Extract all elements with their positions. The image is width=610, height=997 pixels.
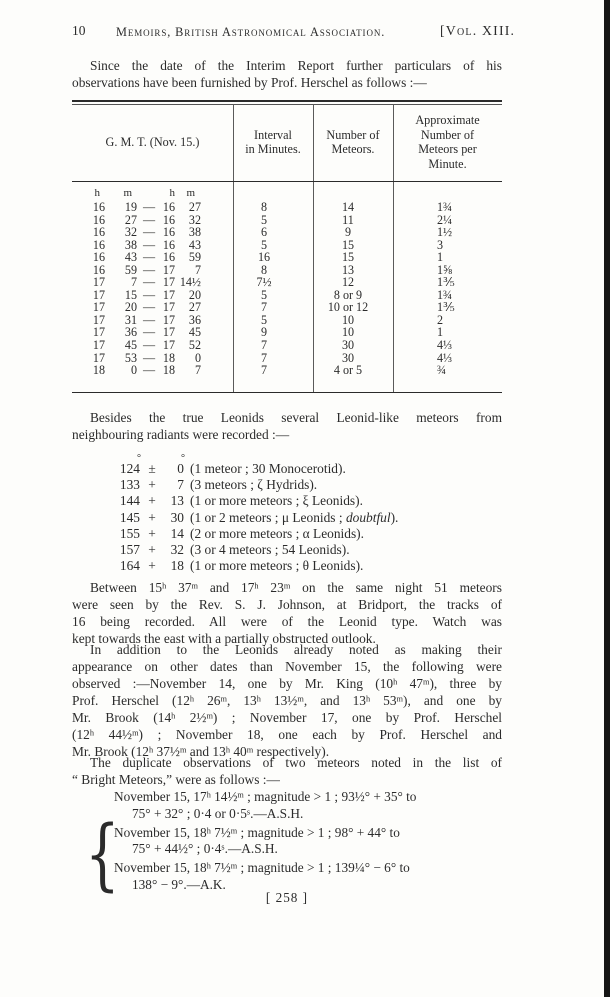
gmt-start-hour: 17: [92, 338, 105, 353]
gmt-start-minute: 0: [130, 363, 137, 378]
radiant-sign: +: [148, 542, 156, 558]
radiant-line: [106, 453, 398, 477]
gmt-range-dash: —: [142, 212, 156, 227]
gmt-end-minute: 0: [194, 350, 201, 365]
radiant-sign: ±: [148, 461, 156, 476]
radiant-ra: 145: [119, 509, 140, 525]
gmt-start-hour: 16: [92, 237, 105, 252]
gmt-end-hour: 16: [162, 237, 175, 252]
page-number: 10: [72, 23, 86, 38]
radiant-note: (3 or 4 meteors ; 54 Leonids).: [190, 542, 350, 558]
unit-m: m: [123, 187, 132, 199]
meteor-count: 11: [342, 212, 354, 227]
radiant-note: (1 or more meteors ; ξ Leonids).: [190, 493, 363, 509]
text-line: Mr. Brook (14$^h$ 2½$^m$) ; November 17, one by Prof. Herschel: [72, 710, 502, 725]
gmt-end-hour: 17: [162, 275, 175, 290]
text-line: Between 15$^h$ 37$^m$ and 17$^h$ 23$^m$ on the same night 51 meteors: [90, 580, 502, 595]
unit-m: m: [186, 187, 195, 199]
radiant-note: (3 meteors ; ζ Hydrids).: [190, 477, 318, 493]
unit-h: h: [94, 187, 100, 199]
gmt-start-hour: 16: [92, 200, 105, 214]
radiant-note: (1 or 2 meteors ; μ Leonids ; doubtful).: [190, 509, 399, 525]
table-row: [72, 226, 502, 239]
meteors-per-minute: 3: [437, 237, 444, 252]
gmt-range-dash: —: [142, 300, 156, 315]
meteor-count: 9: [344, 225, 352, 240]
table-row: [72, 276, 502, 289]
meteor-count: 4 or 5: [333, 363, 363, 378]
text-line: In addition to the Leonids already noted as making their: [90, 642, 502, 657]
volume-label: [Vol. XIII.: [440, 23, 516, 38]
entry-line: 138° − 9°.—A.K.: [132, 876, 226, 892]
gmt-start-minute: 45: [124, 338, 137, 353]
interval-minutes: 8: [260, 262, 268, 277]
gmt-end-hour: 16: [162, 250, 175, 265]
meteor-count: 13: [341, 262, 355, 277]
meteor-count: 15: [341, 237, 355, 252]
gmt-end-hour: 18: [162, 350, 175, 365]
interval-minutes: 8: [260, 200, 268, 214]
bright-meteor-entry: [114, 860, 514, 893]
text-line: Interval: [254, 127, 292, 142]
unit-row: [72, 188, 201, 199]
meteors-per-minute: 4⅓: [437, 338, 453, 353]
text-line: “ Bright Meteors,” were as follows :—: [72, 772, 280, 787]
radiant-line: [106, 510, 398, 526]
gmt-end-minute: 20: [188, 287, 201, 302]
entry-line: 75° + 44½° ; $0\cdot 4^s.—A.S.H$.: [132, 841, 278, 857]
interval-minutes: 7: [260, 350, 268, 365]
table-row: [72, 339, 502, 352]
entry-line: November 15, 17$^h$ 14½$^m$ ; magnitude > 1 ; 93½° + 35° to: [114, 789, 417, 804]
radiant-line: [106, 558, 398, 574]
gmt-start-hour: 16: [92, 212, 105, 227]
radiant-note: (2 or more meteors ; α Leonids).: [190, 525, 364, 541]
gmt-start-hour: 17: [92, 325, 105, 340]
meteor-count: 14: [341, 200, 355, 214]
gmt-start-minute: 20: [124, 300, 137, 315]
interval-minutes: 7: [260, 300, 268, 315]
text-line: G. M. T. (Nov. 15.): [105, 134, 200, 149]
radiant-sign: +: [148, 509, 156, 525]
text-line: Number of: [326, 127, 380, 142]
gmt-start-minute: 31: [124, 312, 137, 327]
paragraph-johnson: [72, 579, 502, 647]
interval-minutes: 5: [260, 212, 268, 227]
gmt-end-hour: 17: [162, 262, 175, 277]
text-line: Minute.: [428, 156, 467, 171]
interval-minutes: 7½: [256, 275, 272, 290]
interval-minutes: 5: [260, 312, 268, 327]
bright-meteor-entry: [114, 789, 514, 822]
text-line: Mr. Brook (12$^h$ 37½$^m$ and 13$^h$ 40$^m$ respectively).: [72, 744, 330, 759]
unit-gap: [137, 188, 161, 199]
text-line: Meteors.: [331, 142, 375, 156]
meteors-per-minute: 1½: [437, 225, 453, 240]
gmt-end-hour: 16: [162, 200, 175, 214]
entry-line: November 15, 18$^h$ 7½$^m$ ; magnitude > 1 ; 98° + 44° to: [114, 824, 400, 840]
meteor-observation-table: [72, 100, 502, 394]
gmt-end-minute: 27: [188, 200, 201, 214]
gmt-end-hour: 16: [162, 225, 175, 240]
text-line: neighbouring radiants were recorded :—: [72, 427, 290, 442]
meteor-count: 10 or 12: [327, 300, 369, 315]
table-row: [72, 364, 502, 377]
text-line: in Minutes.: [245, 142, 301, 156]
gmt-start-minute: 15: [124, 287, 137, 302]
gmt-range-dash: —: [142, 338, 156, 353]
meteor-count: 12: [341, 275, 355, 290]
entry-line: 75° + 32° ; 0·4 or $0\cdot 5^s.—A.S.H$.: [132, 805, 304, 821]
gmt-end-hour: 17: [162, 312, 175, 327]
table-body: [72, 201, 502, 377]
radiant-dec: 13: [170, 493, 184, 509]
gmt-end-minute: 14½: [179, 275, 201, 290]
meteors-per-minute: 1: [437, 325, 444, 340]
meteors-per-minute: 1¾: [437, 287, 453, 302]
paragraph-intro: [72, 57, 502, 91]
meteors-per-minute: 1¾: [437, 200, 453, 214]
radiant-dec: 18: [170, 558, 184, 574]
gmt-end-minute: 52: [188, 338, 201, 353]
gmt-range-dash: —: [142, 200, 156, 214]
interval-minutes: 6: [260, 225, 268, 240]
text-line: The duplicate observations of two meteors noted in the list of: [90, 755, 502, 770]
gmt-range-dash: —: [142, 237, 156, 252]
radiant-ra: 144: [119, 493, 140, 509]
radiant-dec: 32: [170, 542, 184, 558]
gmt-start-hour: 17: [92, 275, 105, 290]
meteors-per-minute: 4⅓: [437, 350, 453, 365]
text-line: (12$^h$ 44½$^m$) ; November 18, one each by Prof. Herschel and: [72, 727, 502, 742]
table-header-rule: [72, 181, 502, 182]
meteor-count: 30: [341, 350, 355, 365]
gmt-end-minute: 38: [188, 225, 201, 240]
gmt-start-minute: 59: [124, 262, 137, 277]
gmt-start-minute: 7: [130, 275, 137, 290]
text-line: Since the date of the Interim Report further particulars of his: [90, 58, 502, 73]
unit-h: h: [169, 187, 175, 199]
folio-number: [ 258 ]: [265, 890, 309, 905]
radiant-sign: +: [148, 558, 156, 574]
table-top-rule: [72, 100, 502, 102]
gmt-end-hour: 17: [162, 325, 175, 340]
gmt-range-dash: —: [142, 250, 156, 265]
radiant-note: (1 meteor ; 30 Monocerotid).: [190, 461, 346, 476]
gmt-end-minute: 32: [188, 212, 201, 227]
text-line: observations have been furnished by Prof. Herschel as follows :—: [72, 75, 427, 90]
gmt-start-minute: 53: [124, 350, 137, 365]
table-row: [72, 251, 502, 264]
text-line: kept towards the east with a partially obstructed outlook.: [72, 631, 376, 646]
text-line: Number of: [420, 127, 475, 142]
radiant-ra: 157: [119, 542, 140, 558]
meteors-per-minute: 1⅗: [437, 300, 455, 315]
gmt-start-hour: 17: [92, 287, 105, 302]
radiant-line: [106, 493, 398, 509]
gmt-start-hour: 16: [92, 262, 105, 277]
text-line: 16 being recorded. All were of the Leonid type. Watch was: [72, 614, 502, 629]
grouping-brace: {: [85, 810, 120, 900]
gmt-start-minute: 32: [124, 225, 137, 240]
degree-mark: °: [137, 453, 141, 464]
table-bottom-rule: [72, 392, 502, 393]
gmt-end-hour: 18: [162, 363, 175, 378]
radiant-line: [106, 477, 398, 493]
bright-meteor-entry: [114, 825, 514, 858]
text-line: were seen by the Rev. S. J. Johnson, at Bridport, the tracks of: [72, 597, 502, 612]
gmt-start-minute: 27: [124, 212, 137, 227]
gmt-end-minute: 45: [188, 325, 201, 340]
text-line: Meteors per: [418, 142, 477, 156]
entry-line: November 15, 18$^h$ 7½$^m$ ; magnitude > 1 ; 139¼° − 6° to: [114, 860, 410, 876]
column-header-gmt: [72, 105, 233, 179]
gmt-range-dash: —: [142, 325, 156, 340]
interval-minutes: 9: [260, 325, 268, 340]
radiant-ra: 155: [119, 525, 140, 541]
gmt-end-minute: 7: [194, 363, 201, 378]
meteors-per-minute: 1⅗: [437, 275, 455, 290]
gmt-range-dash: —: [142, 287, 156, 302]
gmt-start-minute: 43: [124, 250, 137, 265]
bright-meteor-entries: [114, 789, 514, 896]
gmt-start-minute: 38: [124, 237, 137, 252]
text-line: appearance on other dates than November 15, the following were: [72, 659, 502, 674]
radiant-note: (1 or more meteors ; θ Leonids).: [190, 558, 364, 574]
interval-minutes: 5: [260, 237, 268, 252]
text-line: Prof. Herschel (12$^h$ 26$^m$, 13$^h$ 13½$^m$, and 13$^h$ 53$^m$), and one by: [72, 693, 502, 708]
column-header-interval: [233, 105, 313, 179]
gmt-end-minute: 7: [194, 262, 201, 277]
gmt-end-hour: 16: [162, 212, 175, 227]
interval-minutes: 16: [257, 250, 271, 265]
table-row: [72, 201, 502, 214]
journal-title: Memoirs, British Astronomical Association.: [116, 25, 386, 39]
radiant-sign: +: [148, 477, 156, 493]
gmt-start-hour: 18: [92, 363, 105, 378]
gmt-end-minute: 36: [188, 312, 201, 327]
meteor-count: 8 or 9: [333, 287, 363, 302]
interval-minutes: 7: [260, 338, 268, 353]
meteor-count: 15: [341, 250, 355, 265]
gmt-start-hour: 16: [92, 225, 105, 240]
gmt-end-minute: 27: [188, 300, 201, 315]
degree-mark: °: [181, 453, 185, 464]
gmt-start-hour: 17: [92, 350, 105, 365]
radiant-dec: 30: [170, 509, 184, 525]
radiant-ra: 164: [119, 558, 140, 574]
gmt-end-hour: 17: [162, 338, 175, 353]
gmt-start-minute: 19: [124, 200, 137, 214]
gmt-range-dash: —: [142, 312, 156, 327]
paragraph-addition: [72, 641, 502, 760]
text-line: Besides the true Leonids several Leonid-like meteors from: [90, 410, 502, 425]
meteor-count: 30: [341, 338, 355, 353]
radiant-dec: 0 °: [177, 453, 185, 476]
radiant-sign: +: [148, 525, 156, 541]
text-line: Approximate: [415, 113, 480, 127]
gmt-range-dash: —: [142, 262, 156, 277]
gmt-end-hour: 17: [162, 287, 175, 302]
text-line: observed :—November 14, one by Mr. King (10$^h$ 47$^m$), three by: [72, 676, 503, 691]
column-header-meteors: [313, 105, 393, 179]
gmt-start-hour: 16: [92, 250, 105, 265]
interval-minutes: 7: [260, 363, 268, 378]
gmt-start-minute: 36: [124, 325, 137, 340]
gmt-start-hour: 17: [92, 300, 105, 315]
radiant-dec: 7: [177, 477, 184, 493]
gmt-range-dash: —: [142, 350, 156, 365]
column-header-rate: [393, 105, 502, 179]
gmt-range-dash: —: [142, 275, 156, 290]
gmt-start-hour: 17: [92, 312, 105, 327]
paragraph-besides: [72, 409, 502, 443]
gmt-range-dash: —: [142, 225, 156, 240]
meteors-per-minute: 2: [437, 312, 444, 327]
interval-minutes: 5: [260, 287, 268, 302]
paragraph-duplicate: [72, 754, 502, 788]
radiant-line: [106, 526, 398, 542]
radiant-list: [106, 453, 399, 574]
gmt-end-hour: 17: [162, 300, 175, 315]
gmt-end-minute: 43: [188, 237, 201, 252]
meteors-per-minute: 1⅝: [437, 262, 453, 277]
radiant-line: [106, 542, 398, 558]
meteor-count: 10: [341, 325, 355, 340]
radiant-ra: 124 °: [119, 453, 141, 476]
gmt-range-dash: —: [142, 363, 156, 378]
radiant-ra: 133: [119, 477, 140, 493]
radiant-dec: 14: [170, 525, 184, 541]
meteor-count: 10: [341, 312, 355, 327]
meteors-per-minute: ¾: [437, 363, 447, 378]
gmt-end-minute: 59: [188, 250, 201, 265]
scan-edge-shadow: [604, 0, 610, 997]
radiant-sign: +: [148, 493, 156, 509]
meteors-per-minute: 1: [437, 250, 444, 265]
meteors-per-minute: 2¼: [437, 212, 453, 227]
